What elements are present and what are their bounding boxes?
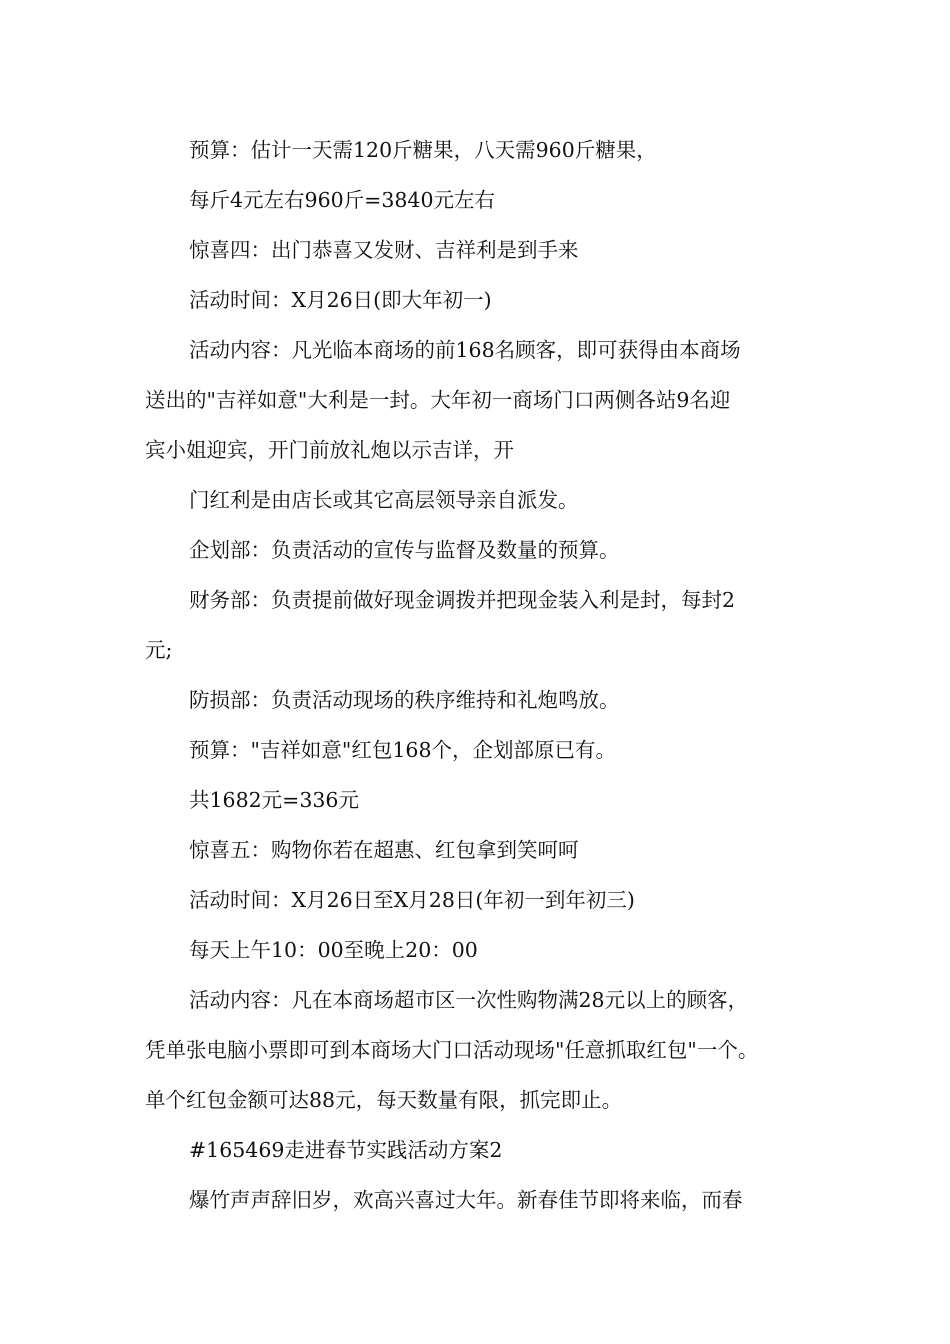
paragraph-line-2: 每斤4元左右960斤=3840元左右 — [189, 188, 496, 212]
paragraph-line-9: 企划部：负责活动的宣传与监督及数量的预算。 — [189, 538, 620, 562]
paragraph-line-13: 预算："吉祥如意"红包168个，企划部原已有。 — [189, 738, 616, 762]
paragraph-line-17: 每天上午10：00至晚上20：00 — [189, 938, 478, 962]
paragraph-line-14: 共1682元=336元 — [189, 788, 359, 812]
paragraph-line-8: 门红利是由店长或其它高层领导亲自派发。 — [189, 488, 579, 512]
paragraph-line-6: 送出的"吉祥如意"大利是一封。大年初一商场门口两侧各站9名迎 — [145, 388, 731, 412]
paragraph-line-18: 活动内容：凡在本商场超市区一次性购物满28元以上的顾客， — [189, 988, 749, 1012]
paragraph-line-7: 宾小姐迎宾，开门前放礼炮以示吉详，开 — [145, 438, 514, 462]
paragraph-line-11: 元; — [145, 638, 173, 662]
paragraph-line-5: 活动内容：凡光临本商场的前168名顾客，即可获得由本商场 — [189, 338, 741, 362]
paragraph-line-12: 防损部：负责活动现场的秩序维持和礼炮鸣放。 — [189, 688, 620, 712]
section-heading-line: #165469走进春节实践活动方案2 — [189, 1138, 503, 1162]
paragraph-line-4: 活动时间：X月26日(即大年初一) — [189, 288, 492, 312]
paragraph-line-3: 惊喜四：出门恭喜又发财、吉祥利是到手来 — [189, 238, 579, 262]
paragraph-line-16: 活动时间：X月26日至X月28日(年初一到年初三) — [189, 888, 635, 912]
paragraph-line-10: 财务部：负责提前做好现金调拨并把现金装入利是封，每封2 — [189, 588, 736, 612]
paragraph-line-15: 惊喜五：购物你若在超惠、红包拿到笑呵呵 — [189, 838, 579, 862]
paragraph-line-20: 单个红包金额可达88元，每天数量有限，抓完即止。 — [145, 1088, 623, 1112]
paragraph-line-22: 爆竹声声辞旧岁，欢高兴喜过大年。新春佳节即将来临，而春 — [189, 1188, 743, 1212]
paragraph-line-1: 预算：估计一天需120斤糖果，八天需960斤糖果， — [189, 138, 657, 162]
paragraph-line-19: 凭单张电脑小票即可到本商场大门口活动现场"任意抓取红包"一个。 — [145, 1038, 759, 1062]
